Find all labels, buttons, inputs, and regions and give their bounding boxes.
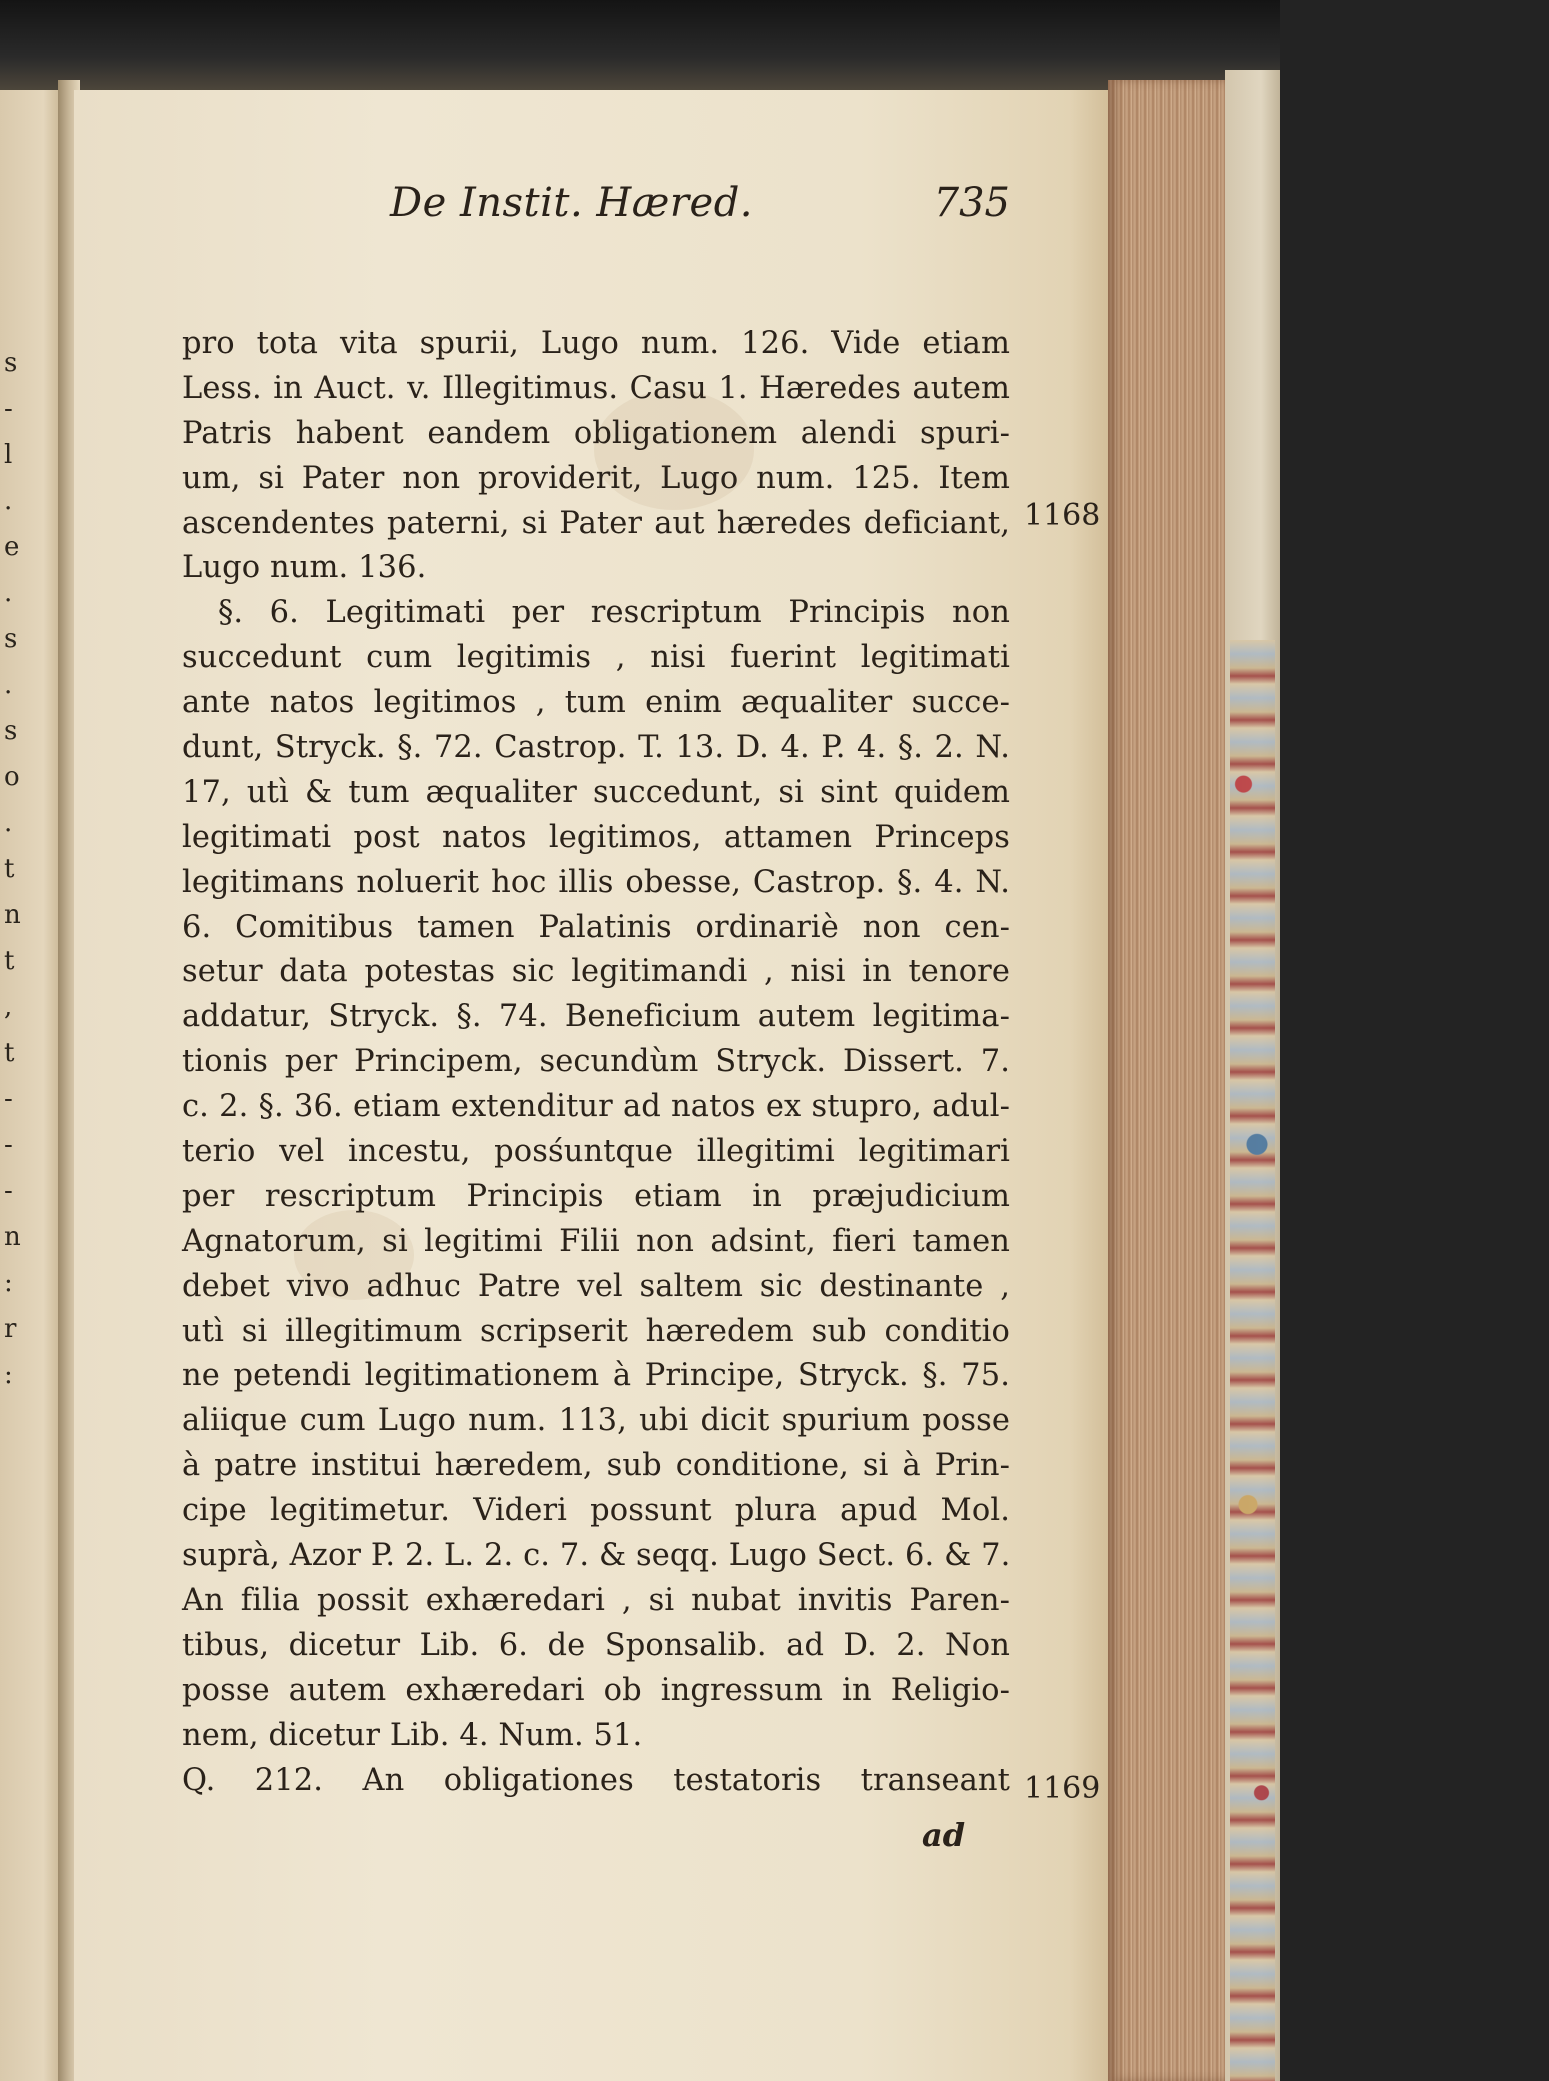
text-line: Lugo num. 136.: [182, 550, 427, 586]
left-fragment: s: [4, 716, 18, 746]
left-fragment: r: [4, 1314, 17, 1344]
left-fragment: -: [4, 394, 13, 424]
text-line: nem, dicetur Lib. 4. Num. 51.: [182, 1717, 643, 1753]
text-line: An filia possit exhæredari , si nubat invitis Paren-: [182, 1582, 1010, 1618]
text-line: debet vivo adhuc Patre vel saltem sic destinante ,: [182, 1268, 1010, 1304]
text-line: setur data potestas sic legitimandi , nisi in tenore: [182, 954, 1010, 990]
text-line: legitimati post natos legitimos, attamen Princeps: [182, 819, 1010, 855]
left-fragment: .: [4, 578, 13, 608]
text-line: Agnatorum, si legitimi Filii non adsint, fieri tamen: [182, 1223, 1010, 1259]
text-line: tionis per Principem, secundùm Stryck. Dissert. 7.: [182, 1044, 1010, 1080]
left-fragment: -: [4, 1084, 13, 1114]
text-line: aliique cum Lugo num. 113, ubi dicit spurium posse: [182, 1403, 1010, 1439]
text-line: ante natos legitimos , tum enim æqualiter succe-: [182, 685, 1010, 721]
text-line: Patris habent eandem obligationem alendi spuri-: [182, 415, 1010, 451]
left-fragment: t: [4, 946, 15, 976]
left-fragment: t: [4, 1038, 15, 1068]
left-fragment: o: [4, 762, 20, 792]
text-line: tibus, dicetur Lib. 6. de Sponsalib. ad D. 2. Non: [182, 1627, 1010, 1663]
left-fragment: -: [4, 1130, 13, 1160]
text-line: pro tota vita spurii, Lugo num. 126. Vide etiam: [182, 326, 1010, 361]
left-fragment: n: [4, 900, 21, 930]
text-line: succedunt cum legitimis , nisi fuerint legitimati: [182, 640, 1010, 676]
text-line: 17, utì & tum æqualiter succedunt, si sint quidem: [182, 774, 1010, 810]
body-text: [182, 322, 1010, 1803]
left-fragment: t: [4, 854, 15, 884]
right-page: [74, 90, 1122, 2081]
text-line: utì si illegitimum scripserit hæredem sub conditio: [182, 1313, 1010, 1349]
marbled-endpaper: [1230, 640, 1275, 2081]
left-fragment: l: [4, 440, 13, 470]
text-line: cipe legitimetur. Videri possunt plura apud Mol.: [182, 1493, 1010, 1529]
left-fragment: -: [4, 1176, 13, 1206]
text-line: posse autem exhæredari ob ingressum in Religio-: [182, 1672, 1010, 1708]
text-line: per rescriptum Principis etiam in præjudicium: [182, 1178, 1010, 1214]
text-line: ascendentes paterni, si Pater aut hæredes deficiant,: [182, 505, 1010, 541]
page-block-edge: [1108, 80, 1228, 2081]
text-line: suprà, Azor P. 2. L. 2. c. 7. & seqq. Lugo Sect. 6. & 7.: [182, 1538, 1011, 1574]
left-fragment: e: [4, 532, 20, 562]
page-header: [390, 180, 1010, 230]
text-line: ne petendi legitimationem à Principe, Stryck. §. 75.: [182, 1358, 1010, 1394]
margin-note-1168: 1168: [1024, 498, 1101, 533]
text-line: legitimans noluerit hoc illis obesse, Castrop. §. 4. N.: [182, 864, 1010, 900]
running-head: De Instit. Hæred.: [390, 180, 754, 226]
left-page-text-fragments: [4, 340, 34, 1398]
text-line: terio vel incestu, posśuntque illegitimi legitimari: [182, 1134, 1010, 1170]
text-line: addatur, Stryck. §. 74. Beneficium autem legitima-: [182, 999, 1010, 1035]
text-line: à patre institui hæredem, sub conditione, si à Prin-: [182, 1448, 1010, 1484]
page-number: 735: [933, 180, 1010, 226]
left-fragment: s: [4, 348, 18, 378]
margin-note-1169: 1169: [1024, 1771, 1101, 1806]
left-fragment: s: [4, 624, 18, 654]
left-fragment: n: [4, 1222, 21, 1252]
text-line: Q. 212. An obligationes testatoris transeant: [182, 1762, 1010, 1798]
text-line: um, si Pater non providerit, Lugo num. 125. Item: [182, 460, 1010, 496]
text-line: 6. Comitibus tamen Palatinis ordinariè non cen-: [182, 909, 1010, 945]
left-fragment: :: [4, 1360, 13, 1390]
text-line: dunt, Stryck. §. 72. Castrop. T. 13. D. 4. P. 4. §. 2. N.: [182, 730, 1010, 766]
text-line: §. 6. Legitimati per rescriptum Principis non: [218, 595, 1010, 631]
catchword: ad: [922, 1816, 966, 1854]
left-fragment: .: [4, 486, 13, 516]
text-line: Less. in Auct. v. Illegitimus. Casu 1. Hæredes autem: [182, 370, 1010, 406]
left-facing-page: [0, 90, 62, 2081]
left-fragment: .: [4, 670, 13, 700]
left-fragment: ,: [4, 992, 13, 1022]
left-fragment: .: [4, 808, 13, 838]
text-line: c. 2. §. 36. etiam extenditur ad natos ex stupro, adul-: [182, 1089, 1010, 1125]
left-fragment: :: [4, 1268, 13, 1298]
background-right: [1280, 0, 1549, 2081]
